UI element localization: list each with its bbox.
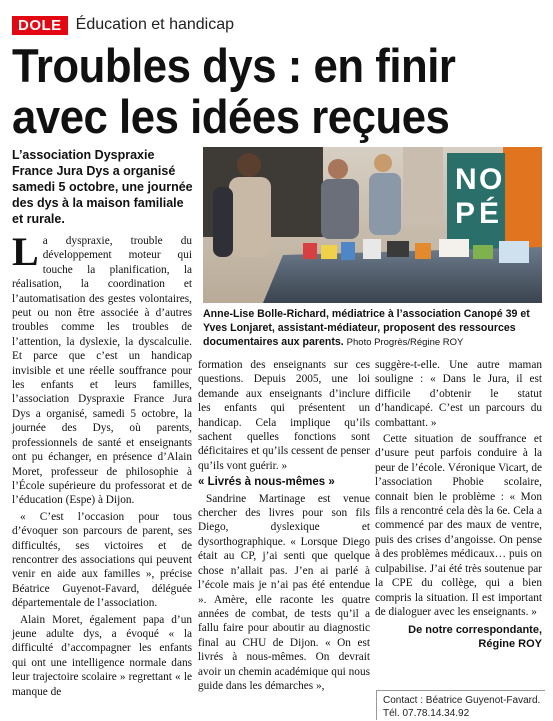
rubric-label: Éducation et handicap bbox=[75, 16, 235, 33]
headline-line-2: avec les idées reçues bbox=[12, 90, 450, 143]
paragraph-1-text: a dyspraxie, trouble du développement moteur qui touche la planification, la réalisation, la coordination et l’automatisation des gestes volontaires, peut ou non être associée à d’autres troubles comme les troubles de l’attention, la dyslexie, la dyscalculie. Et parce que c’est un handicap invisible et une réelle souffrance pour les enfants et leurs familles, l’association Dyspraxie France Jura Dys a organisé, samedi 5 octobre, la journée des Dys, où parents, professionnels de santé et enseignants ont pu échanger, en présence d’Alain Moret, professeur de philosophie à l’École supérieure du professorat et de l’éducation (Espe) à Dijon. bbox=[12, 235, 192, 507]
article-column-3 bbox=[375, 358, 542, 651]
paragraph-4: formation des enseignants sur ces questions. Depuis 2005, une loi demande aux enseignants d’inclure les enfants qui présentent un handicap. Cela implique qu’ils sachent quelles fonctions sont déficitaires et qu’ils cessent de penser qu’ils vont guérir. » bbox=[198, 359, 370, 472]
sign-letter-p: P bbox=[455, 197, 476, 230]
sign-letter-o: O bbox=[479, 163, 503, 196]
contact-box: Contact : Béatrice Guyenot-Favard. Tél. 07.78.14.34.92 bbox=[376, 690, 545, 720]
byline bbox=[375, 623, 542, 651]
paragraph-1 bbox=[12, 229, 192, 508]
subheading: « Livrés à nous-mêmes » bbox=[198, 476, 335, 489]
paragraph-3: Alain Moret, également papa d’un jeune adulte dys, a évoqué « la difficulté d’accompagner les enfants qui ont une intelligence normale dans leur trajectoire scolaire » regrettant « le manque de bbox=[12, 613, 192, 698]
sign-letter-e: É bbox=[479, 197, 500, 230]
location-tag: DOLE bbox=[12, 16, 68, 35]
lead-paragraph: L’association Dyspraxie France Jura Dys a organisé samedi 5 octobre, une journée des dys à la maison familiale et rurale. bbox=[12, 148, 193, 226]
paragraph-2: « C’est l’occasion pour tous d’évoquer son parcours de parent, ses difficultés, ses victoires et de rencontrer des associations qui peuvent venir en aide aux familles », précise Béatrice Guyenot-Favard, déléguée départementale de l’association. bbox=[12, 510, 192, 610]
byline-author: Régine ROY bbox=[478, 638, 542, 651]
photo-caption bbox=[203, 307, 542, 350]
article-photo bbox=[203, 147, 542, 303]
caption-text: Anne-Lise Bolle-Richard, médiatrice à l’association Canopé 39 et Yves Lonjaret, assistant-médiateur, proposent des ressources documentaires aux parents. bbox=[203, 308, 530, 348]
paragraph-6: suggère-t-elle. Une autre maman souligne : « Dans le Jura, il est difficile d’obtenir le statut d’handicapé. C’est un parcours du combattant. » bbox=[375, 359, 542, 429]
headline bbox=[12, 40, 505, 142]
paragraph-7: Cette situation de souffrance et d’usure peut parfois conduire à la peur de l’école. Véronique Vicart, de l’association Phobie scolaire, connait bien le problème : « Mon fils a rencontré cela dès la 6e. Cela a commencé par des maux de ventre, puis des crises d’angoisse. On pense à des problèmes médicaux… puis on culpabilise. J’ai été très soutenue par la CPE du collège, qui a bien compris la situation. Il est important de dialoguer avec les enseignants. » bbox=[375, 433, 542, 618]
byline-role: De notre correspondante, bbox=[408, 624, 542, 637]
headline-line-1: Troubles dys : en finir bbox=[12, 39, 456, 92]
photo-illustration bbox=[203, 147, 542, 303]
photo-credit: Photo Progrès/Régine ROY bbox=[346, 337, 464, 348]
drop-cap: L bbox=[12, 229, 39, 274]
sign-letter-n: N bbox=[455, 163, 477, 196]
article-header bbox=[12, 14, 234, 36]
paragraph-5: Sandrine Martinage est venue chercher des livres pour son fils Diego, dyslexique et dysorthographique. « Lorsque Diego était au CP, j’ai senti que quelque chose n’allait pas. J’en ai parlé à l’école mais je n’ai pas été entendue ». Amère, elle raconte les quatre années de combat, de tests qu’il a fallu faire pour aboutir au diagnostic final au CHU de Dijon. « On est livrés à nous-mêmes. On devrait avoir un chemin académique qui nous guide dans les démarches », bbox=[198, 492, 370, 692]
article-column-2 bbox=[198, 358, 370, 695]
article-column-1 bbox=[12, 229, 192, 701]
